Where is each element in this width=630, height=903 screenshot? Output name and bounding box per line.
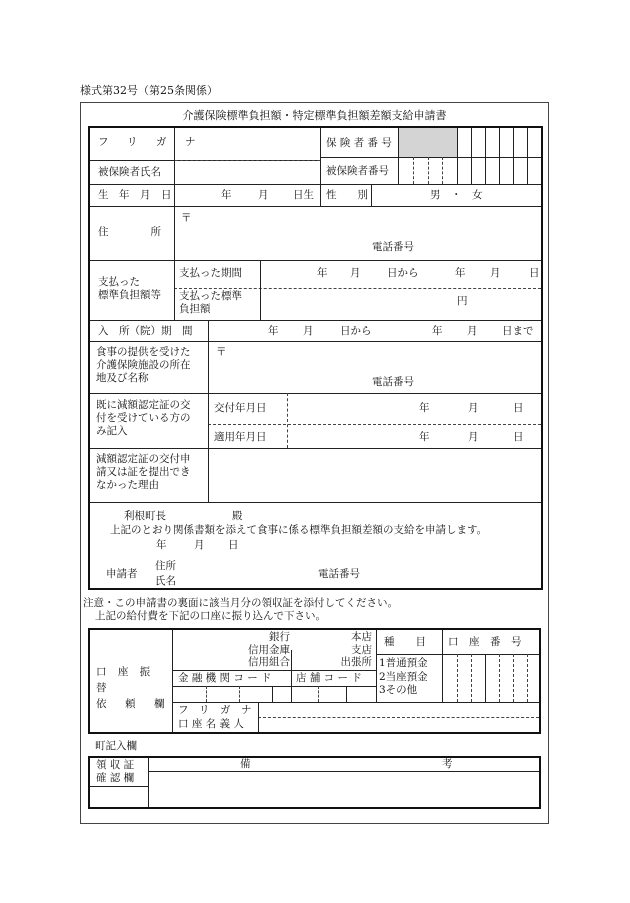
insured-name-label: 被保険者氏名 [98,166,161,178]
addressee: 利根町長 [124,510,166,522]
cert-dashed-col [287,393,288,448]
issue-month: 月 [468,402,479,414]
paid-amount-label: 支払った標準 負担額 [179,290,242,316]
row-line [90,320,541,321]
sex-label: 性 別 [326,189,368,201]
digit-line [513,128,514,184]
admission-from-year: 年 [268,325,279,337]
digit-line [499,128,500,184]
furigana-label: フ リ ガ ナ [98,136,200,148]
remarks-right: 考 [442,758,453,770]
birthdate-label: 生 年 月 日 [98,189,172,201]
code-dashed [318,686,319,702]
row-line [320,157,541,158]
row-line [90,502,541,503]
holder-furigana-label: フ リ ガ ナ [178,704,252,716]
branch-types: 本店 支店 出張所 [340,631,372,669]
paid-to-year: 年 [455,267,466,279]
digit-line [527,128,528,184]
row-line [90,184,541,185]
holder-name-label: 口 座 名 義 人 [178,718,244,730]
acct-dashed [471,654,472,702]
row-line [90,260,541,261]
paid-from-year: 年 [317,267,328,279]
digit-dashed [428,157,429,184]
paid-from-day: 日から [387,267,419,279]
issue-year: 年 [419,402,430,414]
birth-day: 日生 [293,189,314,201]
form-title: 介護保険標準負担額・特定標準負担額差額支給申請書 [182,109,447,122]
admission-from-month: 月 [303,325,314,337]
row-line [90,393,541,394]
account-number-label: 口 座 番 号 [448,636,522,648]
col-line [148,758,149,807]
declaration-month: 月 [194,539,205,551]
admission-to-month: 月 [467,325,478,337]
row-line [90,448,541,449]
row-line [172,702,539,703]
valid-month: 月 [468,431,479,443]
remarks-left: 備 [240,758,251,770]
row-line [90,206,541,207]
admission-from-day: 日から [340,325,372,337]
application-table [88,126,543,590]
col-line [376,630,377,702]
certificate-label: 既に減額認定証の交 付を受けている方の み記入 [96,399,191,438]
issue-date-label: 交付年月日 [214,402,267,414]
applicant-phone-label: 電話番号 [318,568,360,580]
reason-label: 減額認定証の交付申 請又は証を提出でき なかった理由 [96,453,191,492]
paid-dashed-line [174,288,541,289]
row-line [148,771,539,772]
col-line [291,650,292,702]
acct-dashed [513,654,514,702]
code-line [346,686,347,702]
address-phone-label: 電話番号 [372,241,414,253]
account-type-options: 1普通預金 2当座預金 3その他 [379,657,428,697]
row-line [90,341,541,342]
sex-options: 男 ・ 女 [430,189,483,201]
acct-line [485,654,486,702]
digit-line [485,128,486,184]
birth-month: 月 [258,189,269,201]
code-dashed [206,686,207,702]
col-line [174,128,175,320]
honorific: 殿 [232,510,243,522]
insured-number-label: 被保険者番号 [326,165,389,177]
insurer-number-reserved [399,128,457,157]
bank-section-label: 口 座 振 替 依 頼 欄 [96,666,169,710]
branch-code-label: 店 舗 コ ー ド [296,672,362,684]
applicant-name-label: 氏名 [155,575,176,587]
institution-code-label: 金 融 機 関 コ ー ド [178,672,272,684]
note-transfer: 上記の給付費を下記の口座に振り込んで下さい。 [95,610,326,622]
col-line [320,128,321,206]
row-line [90,786,148,787]
cert-dashed-line [208,424,541,425]
acct-dashed [457,654,458,702]
paid-from-month: 月 [350,267,361,279]
paid-to-day: 日 [529,267,540,279]
issue-day: 日 [513,402,524,414]
address-label: 住 所 [98,226,161,238]
paid-period-label: 支払った期間 [179,267,242,279]
bank-transfer-table [88,628,541,734]
digit-line [457,128,458,184]
furigana-dashed-line [175,160,320,161]
declaration-year: 年 [156,539,167,551]
valid-day: 日 [513,431,524,443]
code-line [272,686,273,702]
row-line [172,670,376,671]
insurer-number-label: 保 険 者 番 号 [326,137,392,149]
town-use-table [88,756,541,809]
facility-label: 食事の提供を受けた 介護保険施設の所在 地及び名称 [96,346,191,385]
form-number: 様式第32号（第25条関係） [80,84,218,97]
col-line [258,702,259,732]
paid-to-month: 月 [490,267,501,279]
admission-period-label: 入 所（院）期 間 [98,325,193,337]
holder-dashed-line [258,717,539,718]
town-section-header: 町記入欄 [95,740,137,752]
admission-to-day: 日まで [502,325,534,337]
paid-label: 支払った 標準負担額等 [98,276,161,302]
valid-year: 年 [419,431,430,443]
acct-dashed [527,654,528,702]
receipt-check-label: 領 収 証 確 認 欄 [96,759,135,785]
yen-label: 円 [457,295,468,307]
applicant-label: 申請者 [106,568,138,580]
digit-dashed [413,157,414,184]
digit-dashed [442,157,443,184]
note-receipt: 注意・この申請書の裏面に該当月分の領収証を添付してください。 [83,597,398,609]
applicant-address-label: 住所 [155,560,176,572]
facility-phone-label: 電話番号 [372,376,414,388]
declaration-day: 日 [228,539,239,551]
acct-dashed [499,654,500,702]
col-line [371,184,372,206]
birth-year: 年 [221,189,232,201]
code-dashed [239,686,240,702]
col-line [208,320,209,502]
postal-mark: 〒 [181,212,192,224]
declaration-text: 上記のとおり関係書類を添えて食事に係る標準負担額差額の支給を申請します。 [110,524,488,536]
account-type-label: 種 目 [384,636,426,648]
valid-date-label: 適用年月日 [214,431,267,443]
admission-to-year: 年 [432,325,443,337]
digit-line [471,128,472,184]
facility-postal-mark: 〒 [216,346,227,358]
bank-types: 銀行 信用金庫 信用組合 [248,631,290,669]
